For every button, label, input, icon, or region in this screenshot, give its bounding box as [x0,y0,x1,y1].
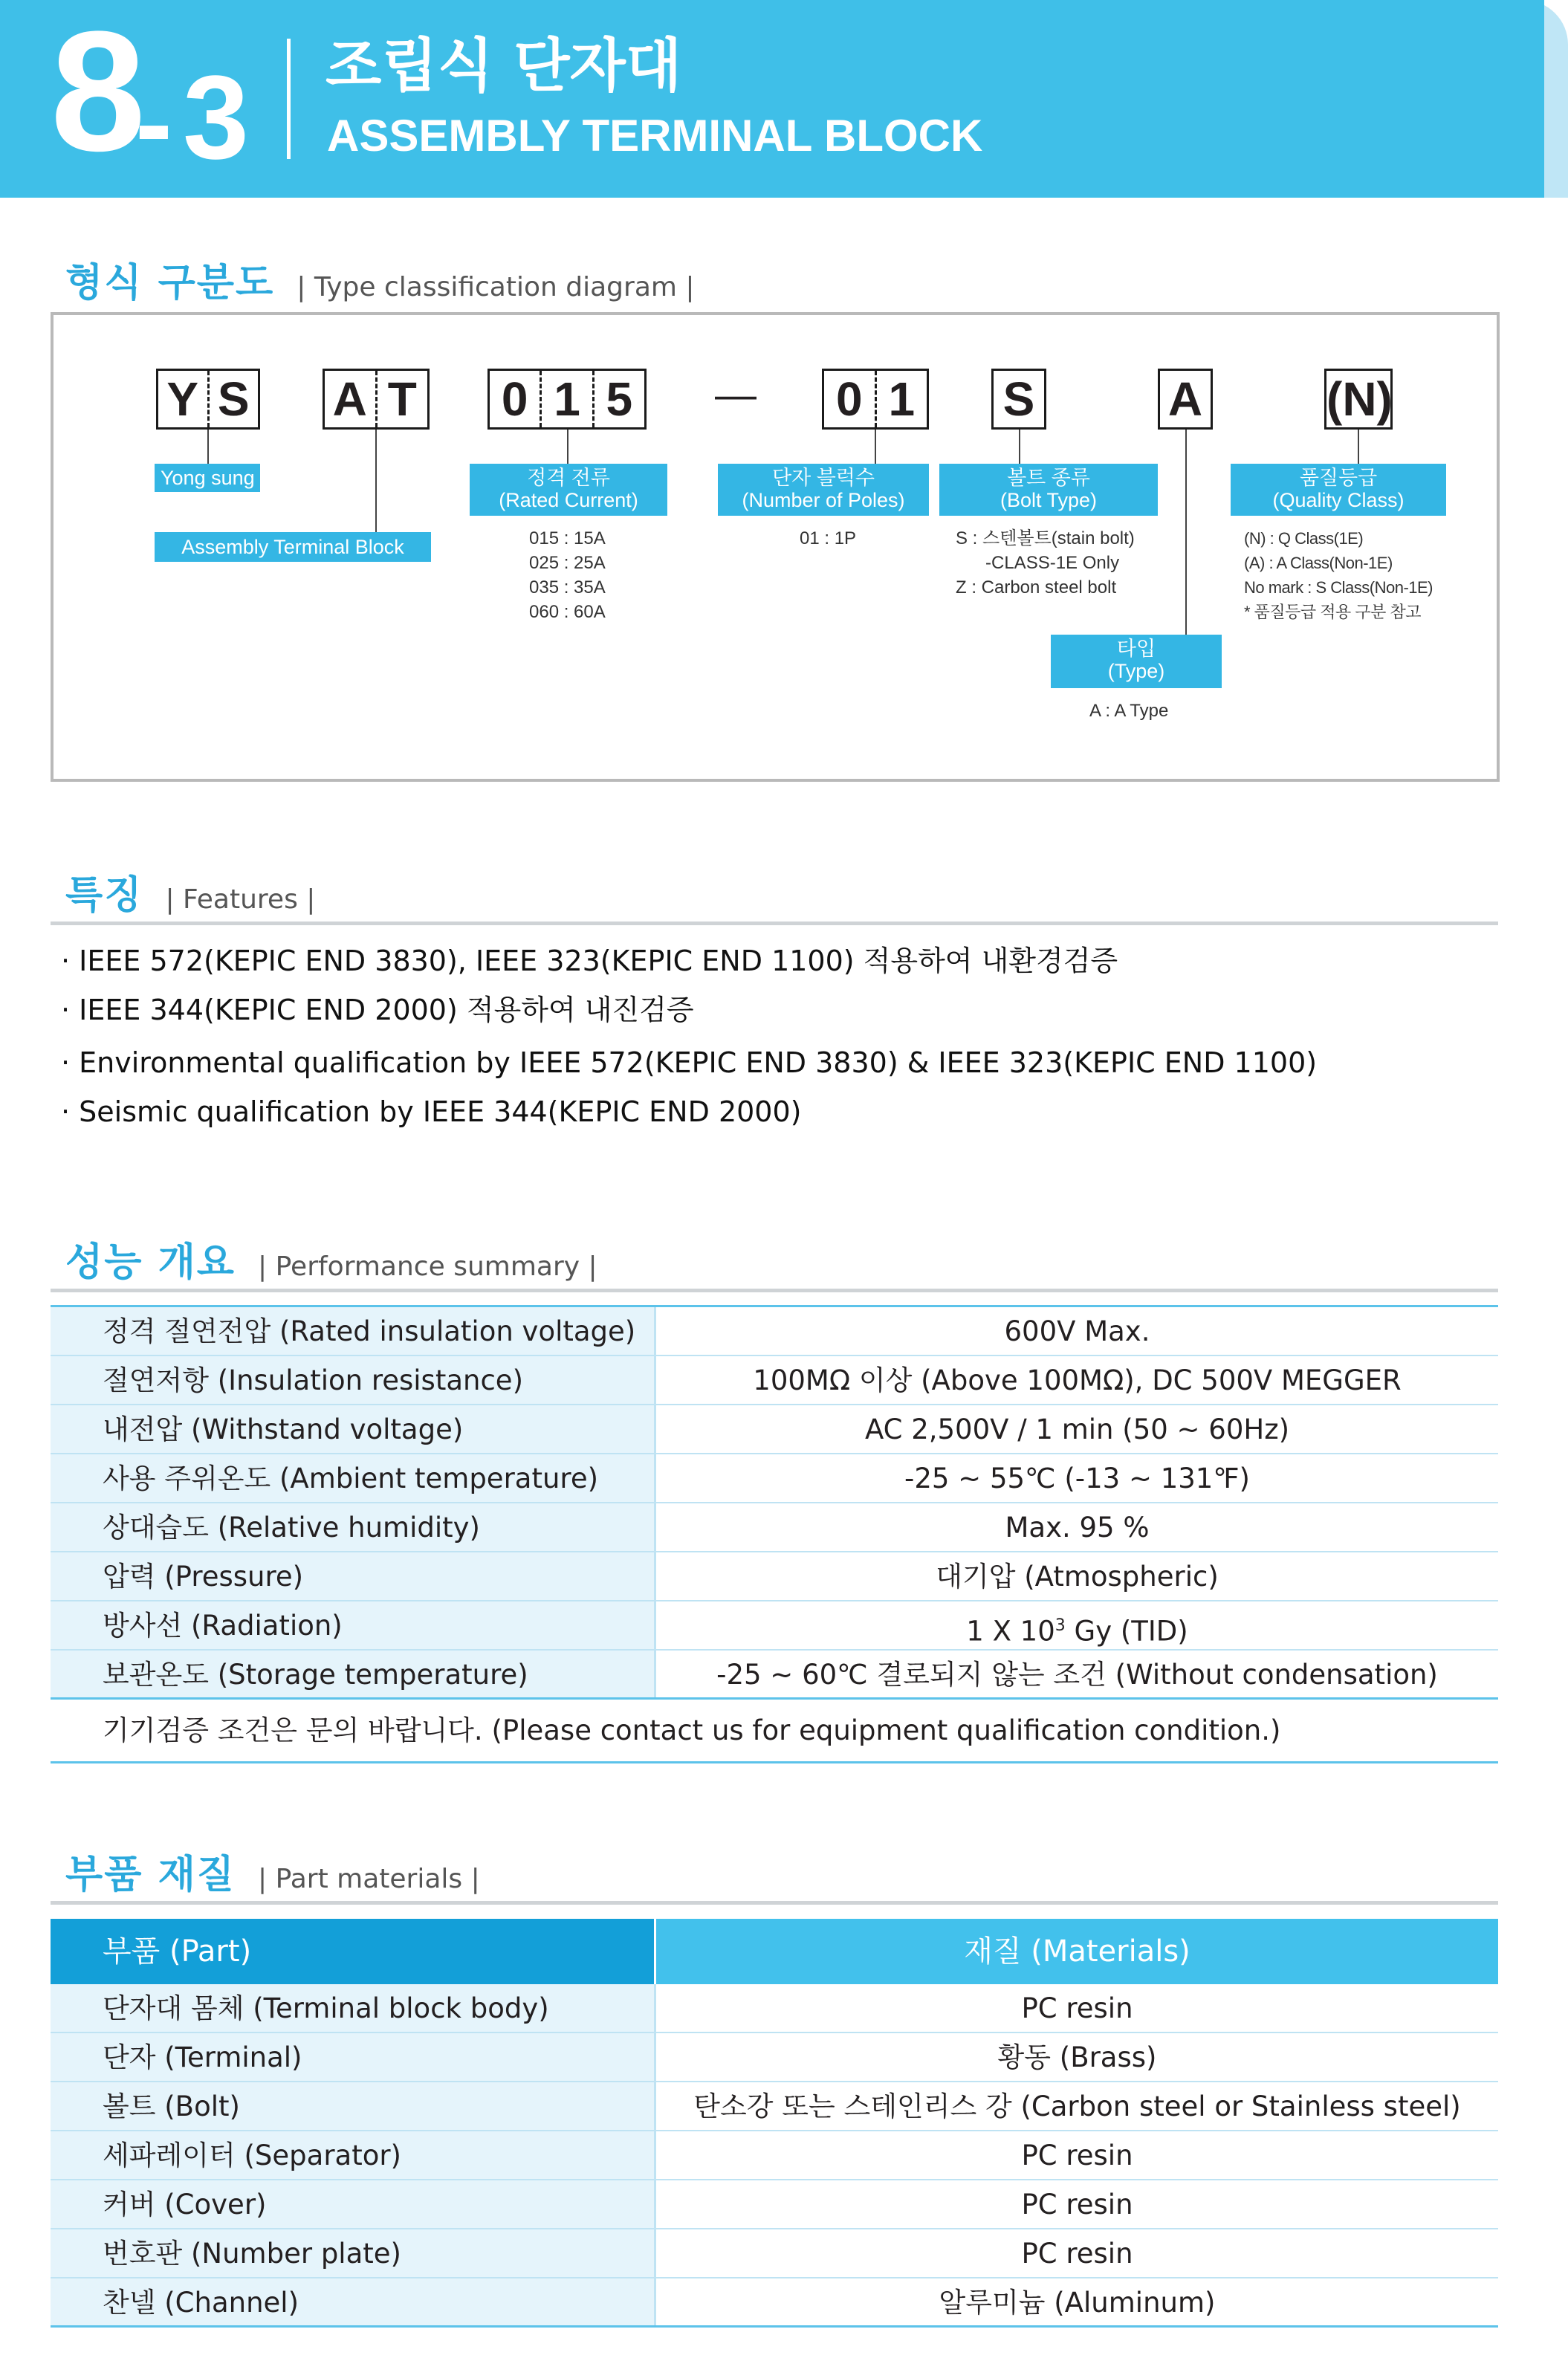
features-title-en: | Features | [165,884,316,915]
part-name: 번호판 (Number plate) [51,2229,654,2278]
part-name: 볼트 (Bolt) [51,2082,654,2131]
type-diagram-heading [65,251,695,307]
spec-value: Max. 95 % [1005,1512,1150,1544]
label-rated-current [470,464,667,516]
type-diagram-title-en: | Type classification diagram | [297,272,695,302]
materials-title-ko: 부품 재질 [65,1853,236,1897]
spec-label: 방사선 (Radiation) [51,1601,654,1651]
section-subnumber: 3 [183,51,249,184]
table-row [51,2082,1498,2131]
label-quality-class [1231,464,1446,516]
code-char: A [1167,372,1203,426]
table-row [51,1405,1498,1454]
code-box-bolt [991,369,1046,430]
header-divider [287,39,291,159]
spec-value: 100MΩ 이상 (Above 100MΩ), DC 500V MEGGER [753,1364,1402,1396]
spec-value: AC 2,500V / 1 min (50 ~ 60Hz) [864,1413,1290,1445]
part-name: 커버 (Cover) [51,2180,654,2229]
page-title-korean: 조립식 단자대 [325,33,682,100]
part-name: 단자 (Terminal) [51,2033,654,2082]
type-diagram-title-ko: 형식 구분도 [65,261,275,305]
qualification-note: 기기검증 조건은 문의 바랍니다. (Please contact us for equipment qualification condition.) [103,1714,1281,1746]
connector-line [875,430,876,465]
code-box-quality [1324,369,1393,430]
spec-label: 사용 주위온도 (Ambient temperature) [51,1454,654,1503]
label-line-ko: 타입 [1116,638,1156,660]
code-box-ys [156,369,260,430]
header-corner-fill [1516,0,1544,198]
table-row [51,1552,1498,1601]
label-type [1051,635,1222,688]
code-char: S [1002,372,1035,426]
radiation-value-exponent: 3 [1054,1616,1066,1635]
radiation-value-unit: Gy (TID) [1065,1615,1188,1648]
label-line-ko: 단자 블럭수 [772,467,875,489]
code-char: 0 [501,372,528,426]
part-material: 알루미늄 (Aluminum) [939,2287,1216,2319]
page-title-english: ASSEMBLY TERMINAL BLOCK [327,111,983,161]
connector-line [375,430,377,534]
materials-title-en: | Part materials | [258,1864,480,1894]
connector-line [567,430,568,465]
feature-item: · Seismic qualification by IEEE 344(KEPIC END 2000) [61,1095,802,1128]
code-dash: — [715,371,757,418]
code-char: S [207,371,259,427]
part-material: 탄소강 또는 스테인리스 강 (Carbon steel or Stainless steel) [693,2090,1461,2122]
code-char: 5 [592,371,644,427]
spec-label: 내전압 (Withstand voltage) [51,1405,654,1454]
part-name: 단자대 몸체 (Terminal block body) [51,1984,654,2033]
table-row [51,1356,1498,1405]
part-name: 찬넬 (Channel) [51,2278,654,2328]
column-header-materials: 재질 (Materials) [656,1919,1498,1984]
performance-title-ko: 성능 개요 [65,1240,236,1285]
spec-label: 절연저항 (Insulation resistance) [51,1356,654,1405]
label-line-ko: 품질등급 [1299,467,1378,489]
spec-value: -25 ~ 60℃ 결로되지 않는 조건 (Without condensation) [716,1659,1438,1691]
performance-heading [65,1231,597,1286]
type-options: A : A Type [1089,701,1169,721]
table-row [51,2180,1498,2229]
table-row [51,2229,1498,2278]
spec-value: 대기압 (Atmospheric) [936,1561,1219,1593]
label-line-en: (Rated Current) [499,489,638,511]
label-line-en: (Type) [1107,660,1165,682]
spec-value: 600V Max. [1004,1315,1150,1347]
part-material: PC resin [1021,1992,1133,2024]
label-line-ko: 볼트 종류 [1007,467,1090,489]
label-line-ko: 정격 전류 [527,467,610,489]
materials-table-header [51,1919,1498,1984]
column-header-part: 부품 (Part) [51,1919,654,1984]
part-name: 세파레이터 (Separator) [51,2131,654,2180]
table-row [51,2131,1498,2180]
features-divider [51,922,1498,925]
label-bolt-type [939,464,1158,516]
connector-line [1019,430,1020,465]
poles-options: 01 : 1P [800,528,857,548]
radiation-value-base: 1 X 10 [966,1615,1055,1648]
code-box-type [1158,369,1213,430]
spec-label: 보관온도 (Storage temperature) [51,1651,654,1700]
table-row [51,1601,1498,1651]
features-title-ko: 특징 [65,873,143,918]
label-assembly-terminal-block: Assembly Terminal Block [155,532,431,562]
section-number: 8 [51,0,140,187]
table-row [51,1651,1498,1700]
table-row [51,2278,1498,2328]
part-material: PC resin [1021,2238,1133,2270]
table-row [51,1454,1498,1503]
row-divider [51,2325,1498,2328]
feature-item: · IEEE 344(KEPIC END 2000) 적용하여 내진검증 [61,994,694,1026]
performance-divider [51,1289,1498,1292]
code-char: (N) [1326,372,1393,426]
materials-heading [65,1843,480,1899]
code-box-at [323,369,430,430]
label-yong-sung: Yong sung [155,464,260,492]
part-material: 황동 (Brass) [997,2041,1157,2073]
connector-line [1185,430,1187,636]
label-line-en: (Number of Poles) [742,489,905,511]
spec-label: 정격 절연전압 (Rated insulation voltage) [51,1307,654,1356]
bolt-options: S : 스텐볼트(stain bolt) -CLASS-1E Only Z : Carbon steel bolt [956,528,1135,597]
feature-item: · IEEE 572(KEPIC END 3830), IEEE 323(KEPIC END 1100) 적용하여 내환경검증 [61,945,1118,977]
code-char: A [332,372,367,426]
spec-label: 압력 (Pressure) [51,1552,654,1601]
feature-item: · Environmental qualification by IEEE 572(KEPIC END 3830) & IEEE 323(KEPIC END 1100) [61,1046,1318,1079]
features-heading [65,864,315,919]
materials-divider [51,1901,1498,1905]
code-char: T [375,371,428,427]
spec-value: -25 ~ 55℃ (-13 ~ 131℉) [904,1463,1250,1494]
code-char: 0 [835,372,863,426]
spec-label: 상대습도 (Relative humidity) [51,1503,654,1552]
row-divider [51,1697,1498,1700]
section-number-dash: - [135,60,172,185]
performance-title-en: | Performance summary | [258,1251,597,1282]
connector-line [207,430,209,465]
connector-line [1358,430,1359,465]
label-line-en: (Bolt Type) [1000,489,1098,511]
spec-value [656,1601,1498,1651]
table-row [51,1503,1498,1552]
code-box-current [487,369,647,430]
part-material: PC resin [1021,2140,1133,2171]
label-number-of-poles [718,464,929,516]
code-box-poles [822,369,929,430]
quality-options: (N) : Q Class(1E) (A) : A Class(Non-1E) No mark : S Class(Non-1E) * 품질등급 적용 구분 참고 [1244,529,1433,621]
code-char: 1 [540,371,592,427]
table-row [51,1984,1498,2033]
table-row [51,2033,1498,2082]
label-line-en: (Quality Class) [1272,489,1405,511]
table-row [51,1307,1498,1356]
code-char: Y [166,372,199,426]
performance-table-bottom-rule [51,1761,1498,1763]
code-char: 1 [875,371,927,427]
part-material: PC resin [1021,2189,1133,2221]
current-options: 015 : 15A 025 : 25A 035 : 35A 060 : 60A [529,528,606,622]
